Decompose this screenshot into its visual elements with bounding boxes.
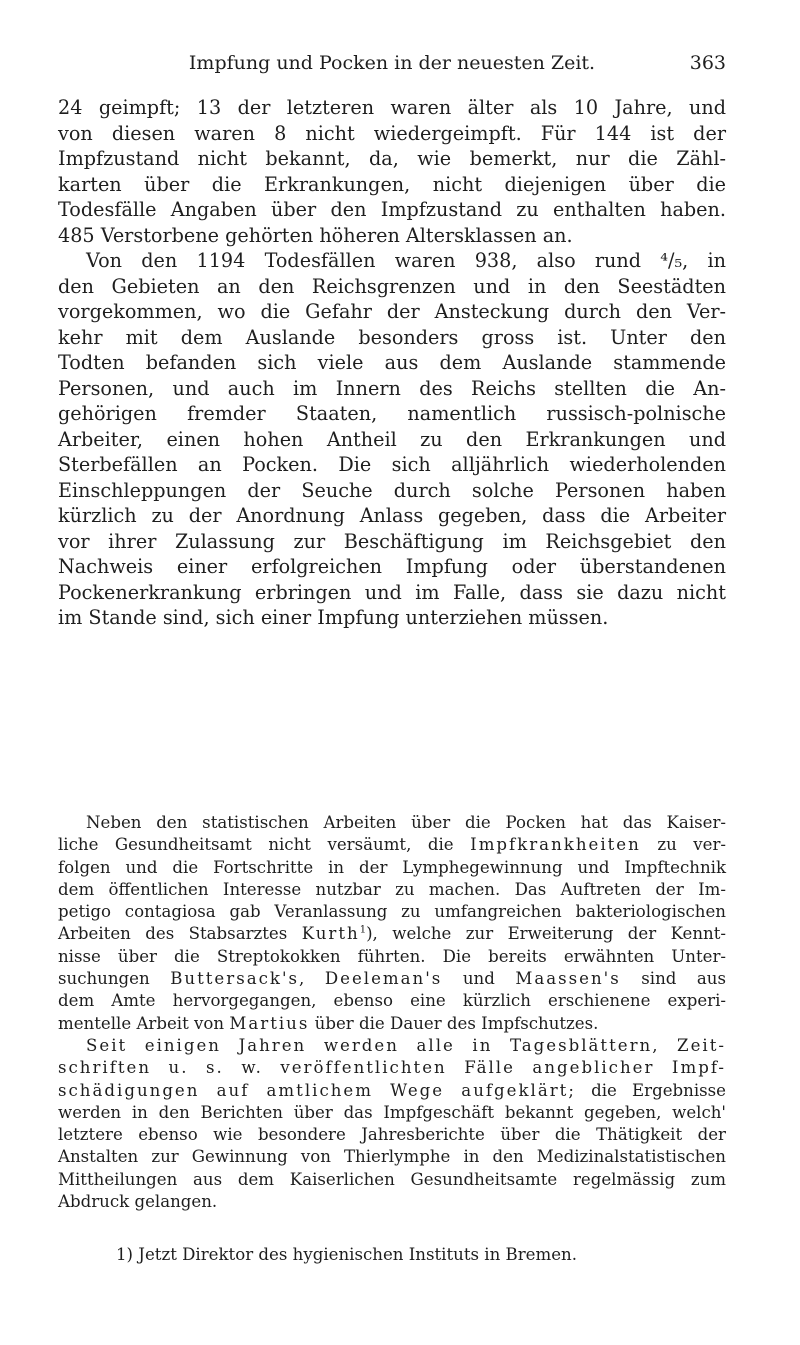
text-line: gehörigen fremder Staaten, namentlich russisch-polnische: [58, 402, 726, 425]
text-line: 485 Verstorbene gehörten höheren Altersklassen an.: [58, 223, 573, 247]
text-line: dem Amte hervorgegangen, ebenso eine kürzlich erschienene experi-: [58, 991, 726, 1011]
emphasis: Impfkrankheiten: [470, 835, 641, 855]
running-title: Impfung und Pocken in der neuesten Zeit.: [188, 52, 596, 74]
text-line: Abdruck gelangen.: [58, 1192, 218, 1212]
text-line: Pockenerkrankung erbringen und im Falle, dass sie dazu nicht: [58, 580, 726, 604]
text-line: nisse über die Streptokokken führten. Die bereits erwähnten Unter-: [58, 946, 726, 966]
author-name: Martius: [229, 1013, 310, 1033]
paragraph-2: [58, 248, 726, 631]
text-line: 24 geimpft; 13 der letzteren waren älter als 10 Jahre, und: [58, 96, 726, 119]
text-line: Anstalten zur Gewinnung von Thierlymphe in den Medizinalstatistischen: [58, 1147, 726, 1167]
text-line: folgen und die Fortschritte in der Lymphegewinnung und Impftechnik: [58, 857, 726, 877]
text-line: schädigungen auf amtlichem Wege aufgeklärt; die Ergebnisse: [58, 1080, 726, 1100]
main-text: [58, 95, 726, 631]
text-line: liche Gesundheitsamt nicht versäumt, die Impfkrankheiten zu ver-: [58, 835, 726, 855]
text-line: letztere ebenso wie besondere Jahresberichte über die Thätigkeit der: [58, 1125, 726, 1145]
text-line: mentelle Arbeit von Martius über die Dauer des Impfschutzes.: [58, 1013, 599, 1033]
text-line: Todten befanden sich viele aus dem Auslande stammende: [58, 351, 726, 374]
footnote-marker: 1: [359, 924, 367, 936]
author-name: Kurth: [301, 924, 360, 944]
text-line: Einschleppungen der Seuche durch solche Personen haben: [58, 478, 726, 502]
text-line: schriften u. s. w. veröffentlichten Fälle angeblicher Impf-: [58, 1058, 726, 1078]
text-line: Nachweis einer erfolgreichen Impfung oder überstandenen: [58, 555, 726, 578]
text-line: Neben den statistischen Arbeiten über die Pocken hat das Kaiser-: [86, 813, 726, 832]
text-line: Arbeiten des Stabsarztes Kurth$^1$), welche zur Erweiterung der Kennt-: [58, 924, 726, 944]
text-line: karten über die Erkrankungen, nicht diejenigen über die: [58, 172, 726, 196]
paragraph-1: [58, 95, 726, 248]
page-number: 363: [689, 52, 726, 74]
text-line: von diesen waren 8 nicht wiedergeimpft. Für 144 ist der: [58, 121, 726, 145]
footnote: 1) Jetzt Direktor des hygienischen Instituts in Bremen.: [116, 1245, 578, 1264]
author-name: Deeleman's: [324, 969, 443, 989]
text-line: Von den 1194 Todesfällen waren 938, also rund ⁴/₅, in: [86, 249, 726, 272]
small-print-text: [58, 812, 726, 1213]
author-name: Maassen's: [515, 969, 621, 989]
small-paragraph-2: [58, 1035, 726, 1213]
text-line: suchungen Buttersack's, Deeleman's und Maassen's sind aus: [58, 969, 726, 989]
text-line: dem öffentlichen Interesse nutzbar zu machen. Das Auftreten der Im-: [58, 879, 726, 899]
text-line: Seit einigen Jahren werden alle in Tagesblättern, Zeit-: [86, 1035, 726, 1055]
text-line: kürzlich zu der Anordnung Anlass gegeben, dass die Arbeiter: [58, 504, 726, 527]
text-line: Impfzustand nicht bekannt, da, wie bemerkt, nur die Zähl-: [58, 147, 726, 170]
text-line: Arbeiter, einen hohen Antheil zu den Erkrankungen und: [58, 427, 726, 451]
text-line: kehr mit dem Auslande besonders gross ist. Unter den: [58, 325, 726, 349]
text-line: Sterbefällen an Pocken. Die sich alljährlich wiederholenden: [58, 453, 726, 476]
text-line: Mittheilungen aus dem Kaiserlichen Gesundheitsamte regelmässig zum: [58, 1169, 726, 1189]
emphasis: schädigungen auf amtlichem Wege aufgeklärt;: [58, 1080, 576, 1100]
text-line: vor ihrer Zulassung zur Beschäftigung im Reichsgebiet den: [58, 529, 726, 553]
author-name: Buttersack's: [170, 969, 300, 989]
text-line: im Stande sind, sich einer Impfung unterziehen müssen.: [58, 606, 609, 629]
small-paragraph-1: [58, 812, 726, 1035]
text-line: vorgekommen, wo die Gefahr der Ansteckung durch den Ver-: [58, 300, 726, 323]
text-line: werden in den Berichten über das Impfgeschäft bekannt gegeben, welch': [58, 1102, 726, 1122]
text-line: petigo contagiosa gab Veranlassung zu umfangreichen bakteriologischen: [58, 902, 726, 922]
text-line: Todesfälle Angaben über den Impfzustand zu enthalten haben.: [58, 198, 726, 221]
text-line: Personen, und auch im Innern des Reichs stellten die An-: [58, 376, 726, 400]
page-header: [58, 52, 726, 82]
text-line: den Gebieten an den Reichsgrenzen und in den Seestädten: [58, 274, 726, 298]
